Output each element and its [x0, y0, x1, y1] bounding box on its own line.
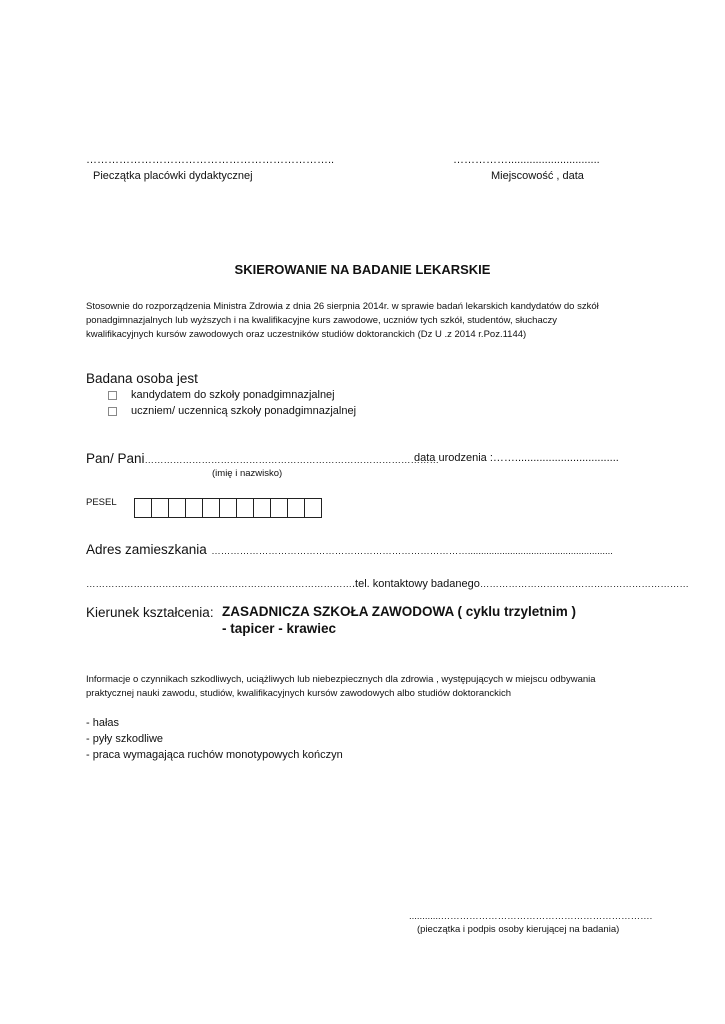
- intro-line: Stosownie do rozporządzenia Ministra Zdrowia z dnia 26 sierpnia 2014r. w sprawie badań lekarskich kandydatów do szkół: [86, 301, 599, 312]
- person-heading: Badana osoba jest: [86, 371, 198, 386]
- signature-label: (pieczątka i podpis osoby kierującej na badania): [417, 924, 620, 935]
- pesel-field[interactable]: [134, 498, 322, 518]
- pesel-label: PESEL: [86, 497, 117, 508]
- pesel-cell[interactable]: [135, 499, 152, 517]
- option-label: kandydatem do szkoły ponadgimnazjalnej: [131, 389, 335, 401]
- name-label: Pan/ Pani: [86, 451, 145, 466]
- address-label: Adres zamieszkania: [86, 542, 207, 557]
- address-line-2: [86, 574, 689, 592]
- pesel-cell[interactable]: [237, 499, 254, 517]
- address-line: [86, 541, 613, 559]
- pesel-cell[interactable]: [220, 499, 237, 517]
- name-line: [86, 450, 439, 468]
- name-hint: (imię i nazwisko): [212, 468, 283, 479]
- direction-label: Kierunek kształcenia:: [86, 605, 214, 620]
- hazard-item: - hałas: [86, 717, 120, 729]
- direction-line: [86, 604, 214, 622]
- signature-dots[interactable]: ............………………………………………………………….: [409, 911, 653, 922]
- place-dots: ……………..............................: [453, 154, 600, 166]
- pesel-cell[interactable]: [254, 499, 271, 517]
- pesel-cell[interactable]: [288, 499, 305, 517]
- phone-label: .tel. kontaktowy badanego: [352, 578, 480, 590]
- option-candidate[interactable]: [108, 389, 335, 401]
- place-date-label: Miejscowość , data: [491, 170, 584, 182]
- pesel-cell[interactable]: [203, 499, 220, 517]
- pesel-cell[interactable]: [169, 499, 186, 517]
- dob-label: data urodzenia :: [414, 452, 493, 464]
- hazard-item: - pyły szkodliwe: [86, 733, 164, 745]
- pesel-cell[interactable]: [186, 499, 203, 517]
- stamp-label: Pieczątka placówki dydaktycznej: [93, 170, 253, 182]
- hazards-intro-line: praktycznej nauki zawodu, studiów, kwalifikacyjnych kursów zawodowych albo studiów doktoranckich: [86, 688, 512, 699]
- profession: - tapicer - krawiec: [222, 621, 337, 636]
- intro-paragraph: [86, 300, 599, 342]
- option-student[interactable]: [108, 405, 356, 417]
- hazards-intro: [86, 673, 596, 701]
- school-type: ZASADNICZA SZKOŁA ZAWODOWA ( cyklu trzyletnim ): [222, 604, 577, 619]
- option-label: uczniem/ uczennicą szkoły ponadgimnazjalnej: [131, 405, 357, 417]
- stamp-dots: …………………………………………………………..: [86, 154, 335, 166]
- checkbox-icon[interactable]: [108, 407, 117, 416]
- dob-field[interactable]: ……..................................: [492, 452, 619, 464]
- pesel-cell[interactable]: [305, 499, 321, 517]
- checkbox-icon[interactable]: [108, 391, 117, 400]
- hazards-intro-line: Informacje o czynnikach szkodliwych, uciążliwych lub niebezpiecznych dla zdrowia , występujących w miejscu odbywania: [86, 674, 596, 685]
- phone-field[interactable]: …………………………………………………………: [479, 579, 689, 590]
- intro-line: kwalifikacyjnych kursów zawodowych oraz uczestników studiów doktoranckich (Dz U .z 2014 r.Poz.1144): [86, 329, 527, 340]
- hazard-item: - praca wymagająca ruchów monotypowych kończyn: [86, 749, 343, 761]
- dob-line: [414, 452, 619, 464]
- pesel-cell[interactable]: [271, 499, 288, 517]
- address-field-2[interactable]: …………………………………………………………………………: [86, 579, 352, 590]
- address-field[interactable]: ……………………………………………………………………….......................................................: [211, 546, 613, 557]
- document-title: SKIEROWANIE NA BADANIE LEKARSKIE: [234, 262, 491, 277]
- name-field[interactable]: …………………………………………………………………………………: [144, 455, 440, 466]
- intro-line: ponadgimnazjalnych lub wyższych i na kwalifikacyjne kurs zawodowe, uczniów tych szkół, studentów, słuchaczy: [86, 315, 557, 326]
- hazards-list: [86, 715, 343, 763]
- pesel-cell[interactable]: [152, 499, 169, 517]
